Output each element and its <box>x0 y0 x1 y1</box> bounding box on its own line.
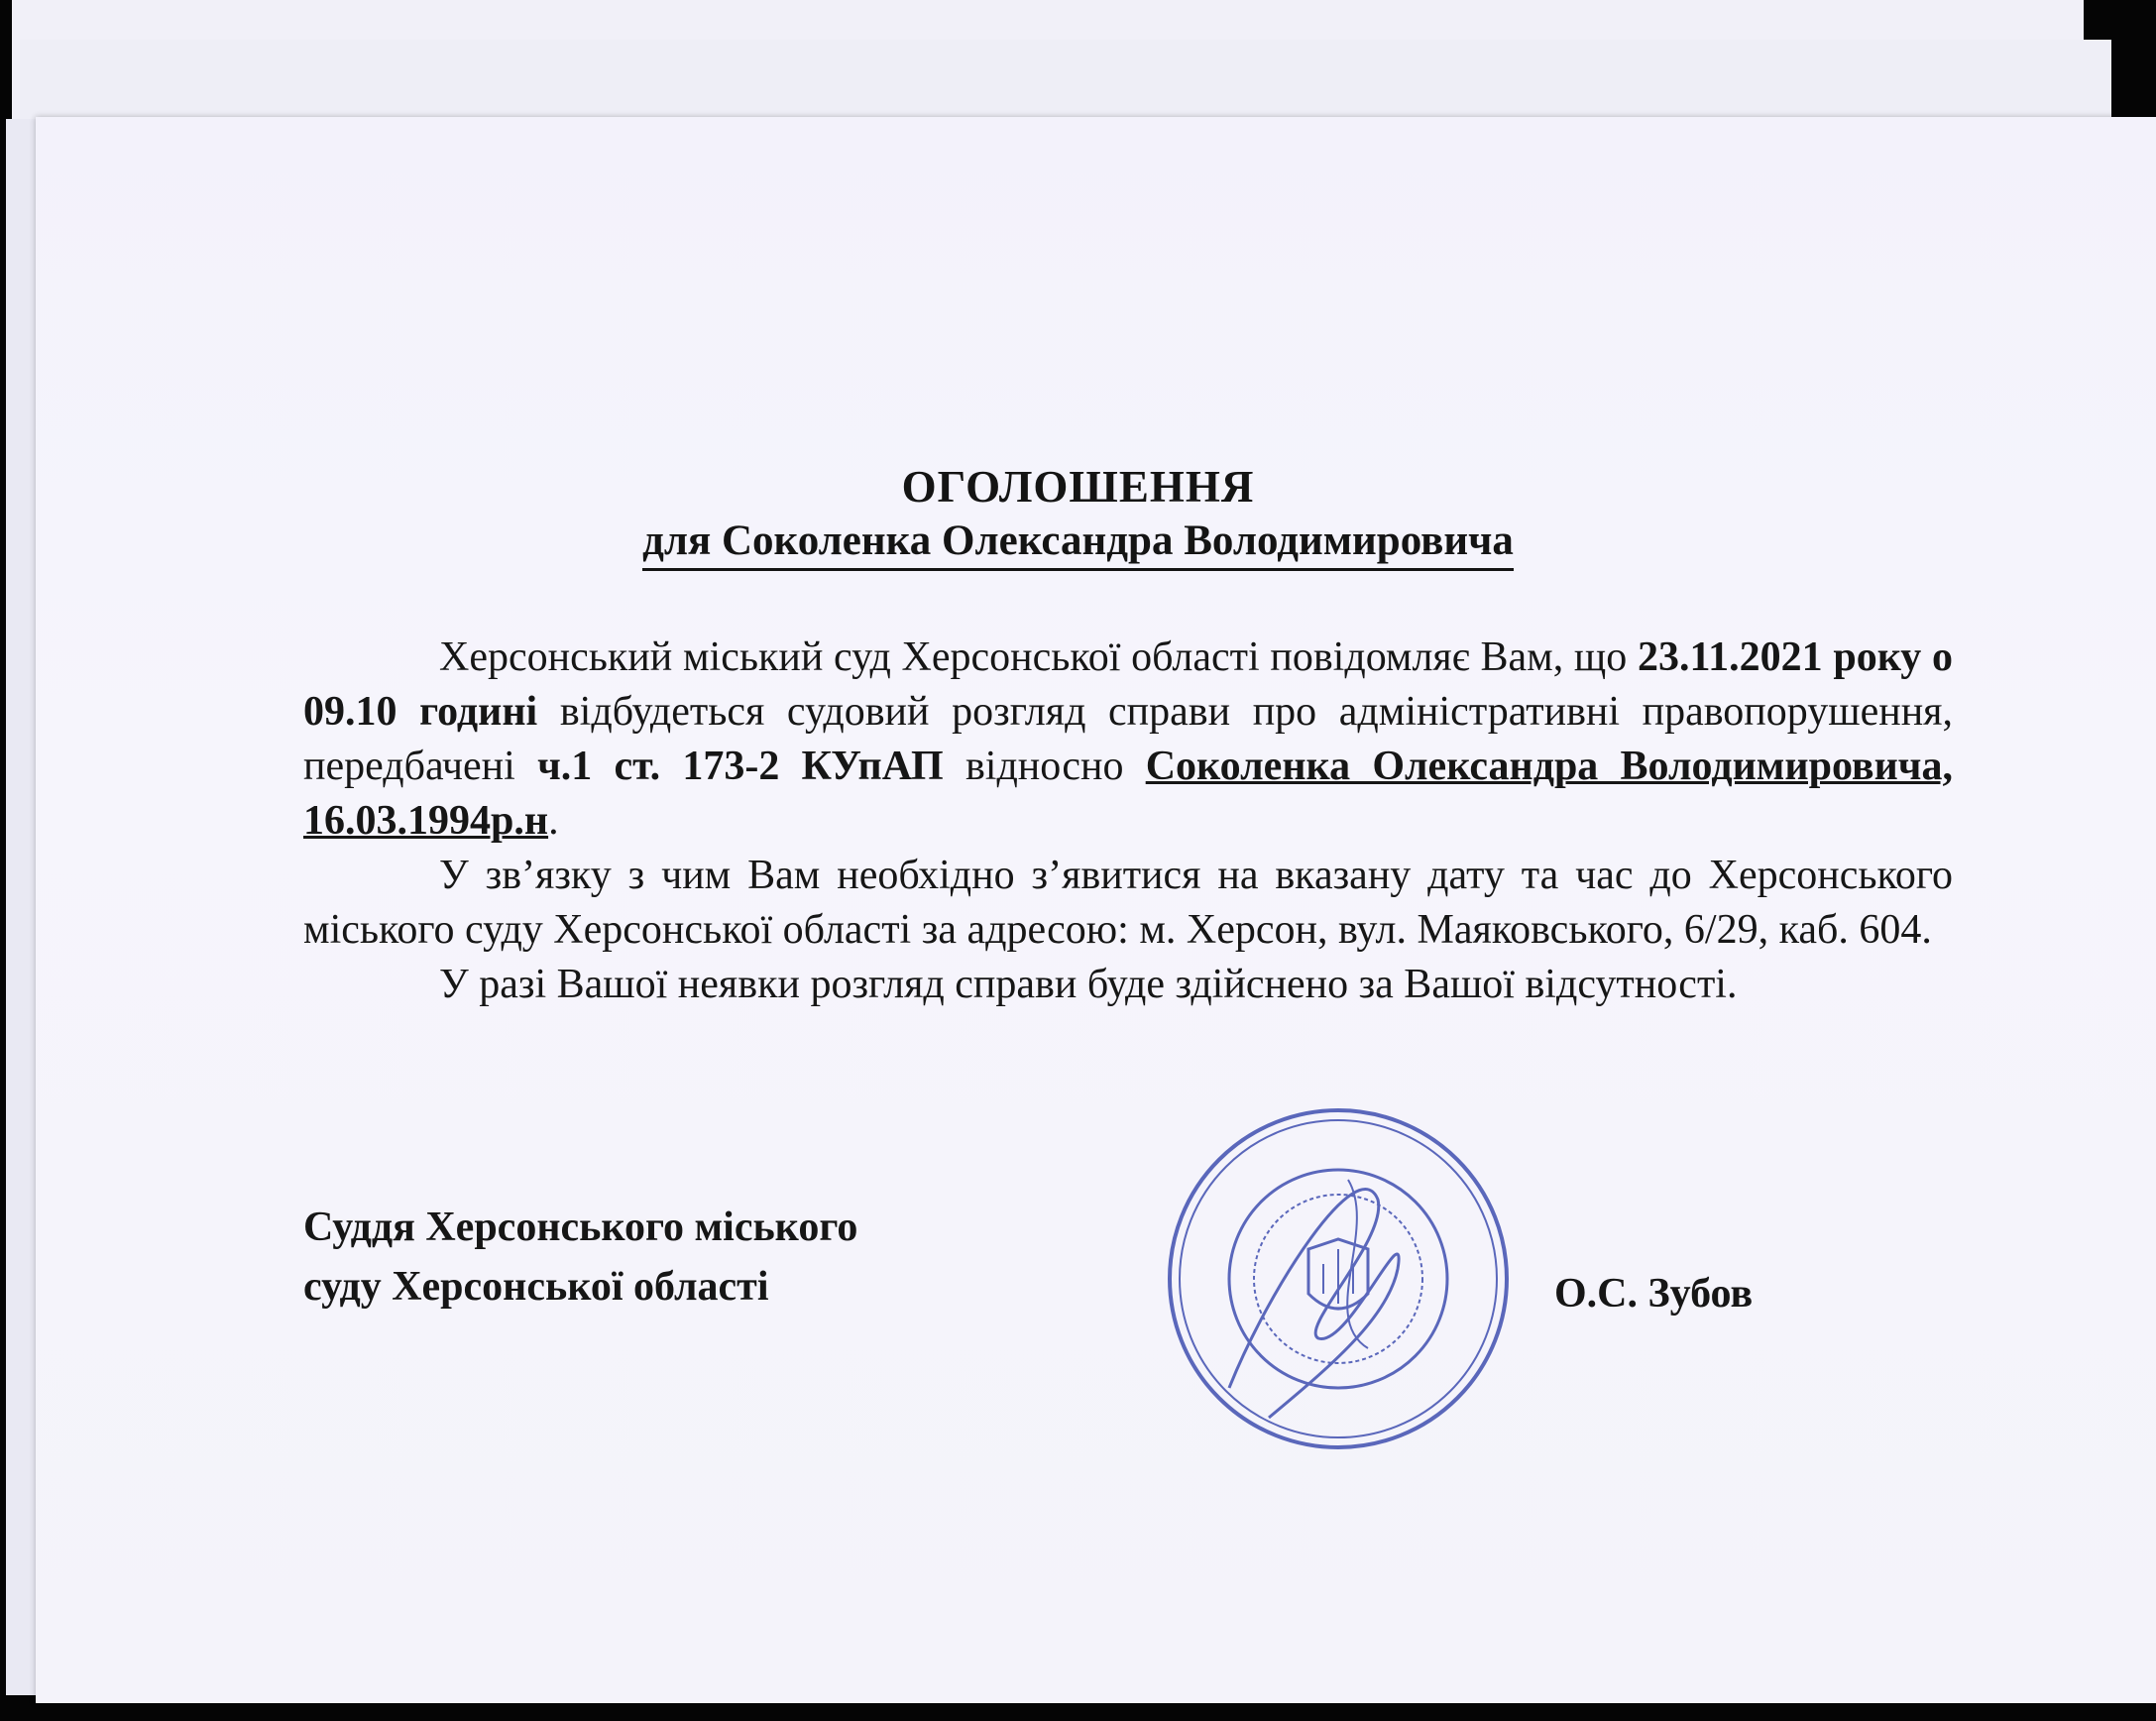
court-seal-stamp <box>1150 1090 1527 1467</box>
paragraph-absence: У разі Вашої неявки розгляд справи буде здійснено за Вашої відсутності. <box>439 962 1738 1007</box>
defendant-name: Соколенка Олександра Володимировича, 16.03.1994р.н <box>303 744 1953 844</box>
paragraph-hearing <box>303 631 1953 849</box>
judge-position <box>303 1198 857 1317</box>
addressee-line: для Соколенка Олександра Володимировича <box>642 515 1514 571</box>
text-fragment: Херсонський міський суд Херсонської області повідомляє Вам, що <box>439 634 1638 680</box>
notice-header <box>0 459 2156 571</box>
law-article: ч.1 ст. 173-2 КУпАП <box>537 744 944 789</box>
judge-position-line: Суддя Херсонського міського <box>303 1205 858 1250</box>
paragraph-appearance: У зв’язку з чим Вам необхідно з’явитися на вказану дату та час до Херсонського міського суду Херсонської області за адресою: м. Херсон, вул. Маяковського, 6/29, каб. 604. <box>303 853 1953 953</box>
hearing-datetime: 23.11.2021 року о 09.10 годині <box>303 634 1953 735</box>
text-fragment: відбудеться судовий розгляд справи про адміністративні правопорушення, передбачені <box>303 689 1953 789</box>
text-fragment: . <box>548 798 559 844</box>
notice-title: ОГОЛОШЕННЯ <box>901 462 1255 512</box>
judge-position-line: суду Херсонської області <box>303 1264 769 1310</box>
text-fragment: відносно <box>943 744 1146 789</box>
notice-body <box>303 631 1953 1012</box>
judge-name: О.С. Зубов <box>1554 1271 1754 1317</box>
